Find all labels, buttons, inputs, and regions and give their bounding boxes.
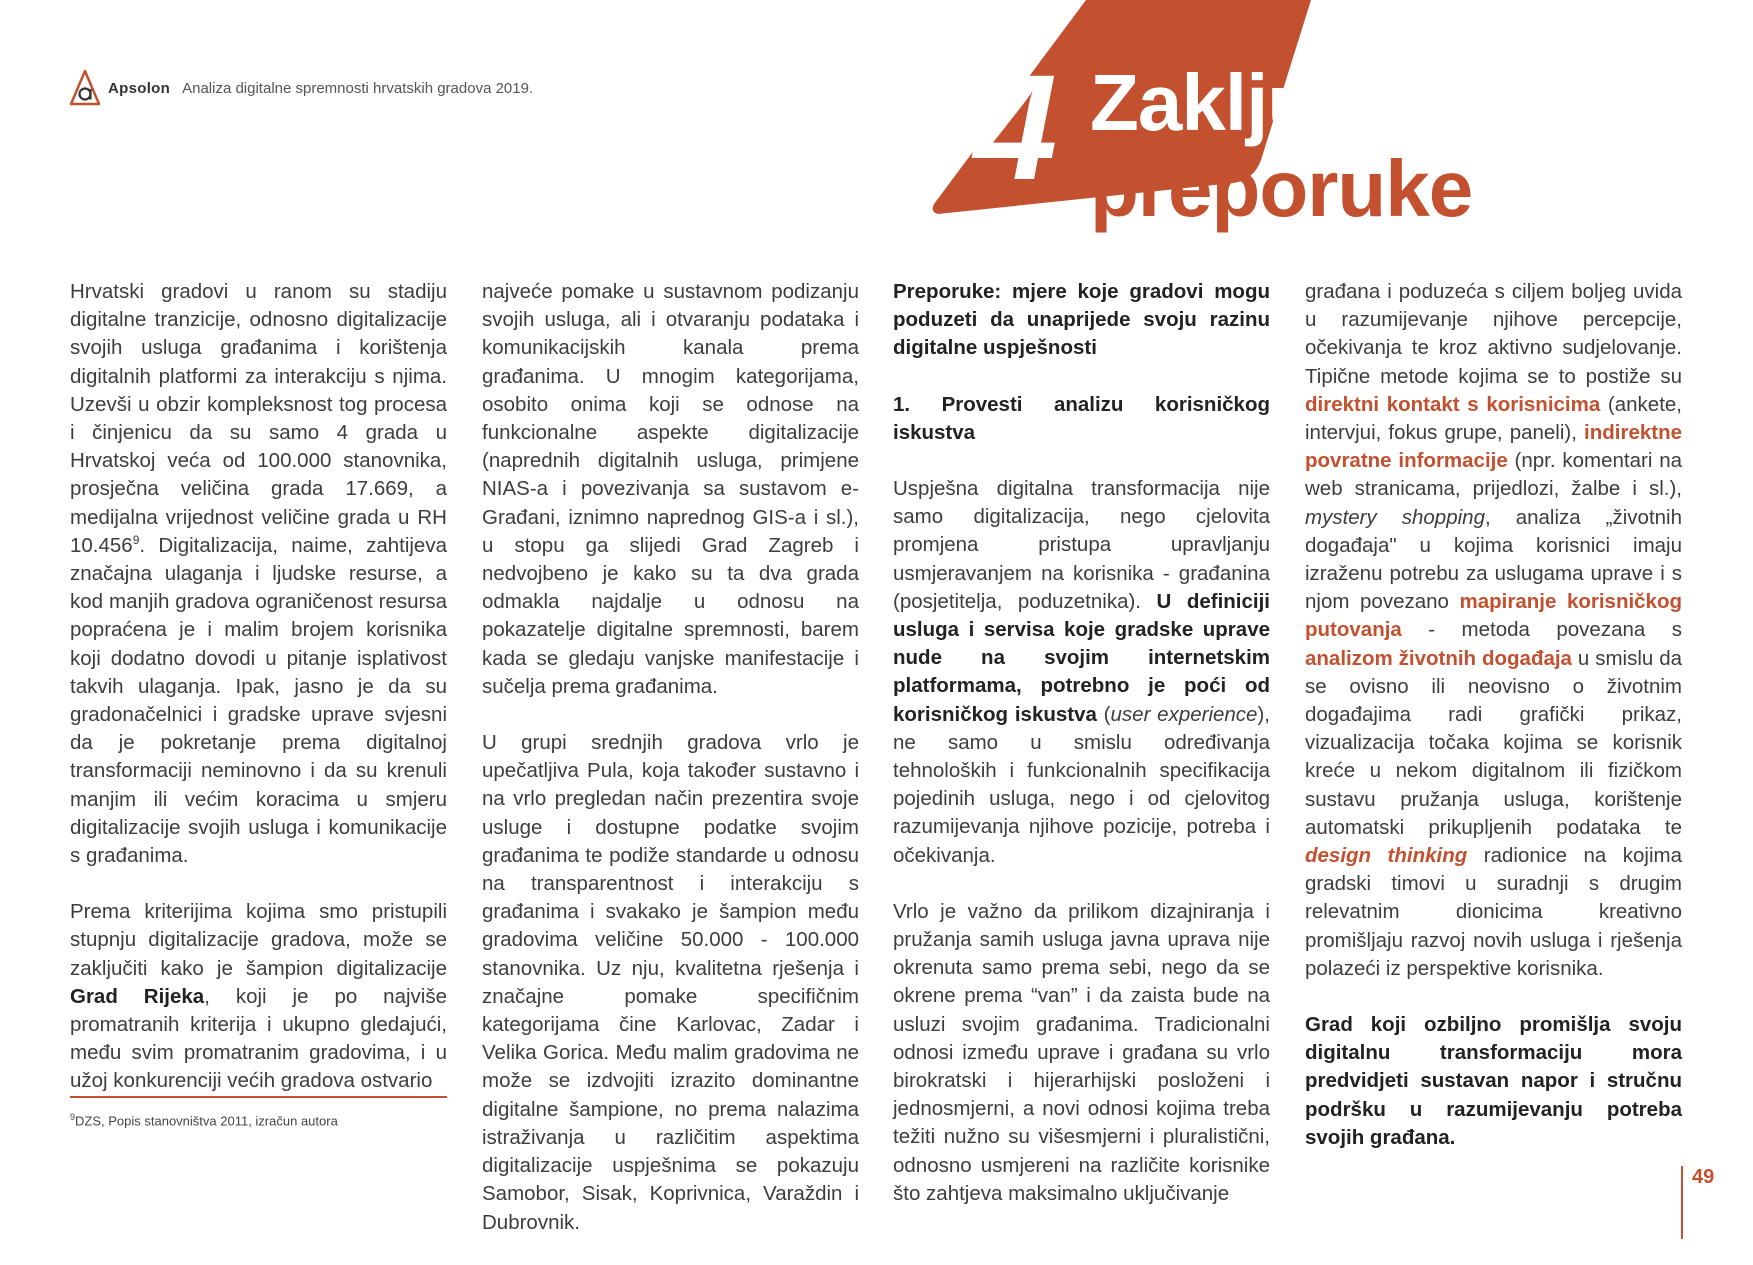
chapter-number: 4 — [974, 43, 1054, 211]
highlight-city: Grad Rijeka — [70, 984, 205, 1008]
text-column-4 — [1305, 278, 1682, 1180]
brand-header — [68, 68, 533, 108]
highlight-text: design thinking — [1305, 844, 1468, 868]
footnote-divider — [70, 1096, 447, 1098]
text: Prema kriterijima kojima smo pristupili stupnju digitalizacije gradova, može se zaključiti kako je šampion digitalizacije — [70, 900, 447, 980]
italic-text: user experience — [1110, 702, 1258, 726]
text: ), ne samo u smislu određivanja tehnoloških i funkcionalnih specifikacija pojedinih usluga, nego i od cjelovitog razumijevanja njihove pozicije, potreba i očekivanja. — [893, 702, 1270, 867]
footnote-number: 9 — [70, 1112, 76, 1122]
highlight-text: mapiranje korisničkog putovanja — [1305, 590, 1683, 642]
paragraph — [1305, 278, 1682, 983]
highlight-text: indirektne povratne informacije — [1305, 421, 1682, 473]
text-column-3 — [893, 278, 1270, 1236]
highlight-text: analizom životnih događaja — [1305, 646, 1572, 670]
highlight-text: direktni kontakt s korisnicima — [1305, 392, 1601, 416]
page-number-divider — [1681, 1166, 1683, 1239]
page-number: 49 — [1692, 1166, 1715, 1188]
text: - metoda povezana s — [1401, 618, 1682, 642]
italic-text: mystery shopping — [1305, 505, 1485, 529]
apsolon-logo-icon — [68, 68, 102, 108]
text: (npr. komentari na web stranicama, prijedlozi, žalbe i sl.), — [1305, 449, 1682, 501]
paragraph — [893, 475, 1270, 870]
conclusion-paragraph: Grad koji ozbiljno promišlja svoju digitalnu transformaciju mora predvidjeti sustavan napor i stručnu podršku u razumijevanju potreba svojih građana. — [1305, 1013, 1682, 1149]
section-heading: 1. Provesti analizu korisničkog iskustva — [893, 392, 1270, 444]
text: , koji je po najviše promatranih kriterija i ukupno gledajući, među svim promatranim gradovima, i u užoj konkurenciji većih gradova ostvario — [70, 984, 447, 1093]
text: , analiza „životnih događaja" u kojima korisnici imaju izraženu potrebu za uslugama uprave i s njom povezano — [1305, 505, 1682, 614]
text: radionice na kojima gradski timovi u suradnji s drugim relevatnim dionicima kreativno promišljaju razvoj novih usluga i rješenja polazeći iz perspektive korisnika. — [1305, 844, 1683, 980]
text: Hrvatski gradovi u ranom su stadiju digitalne tranzicije, odnosno digitalizacije svojih usluga građanima i korištenja digitalnih platformi za interakciju s njima. Uzevši u obzir kompleksnost tog procesa i činjenicu da su samo 4 grada u Hrvatskoj veća od 100.000 stanovnika, prosječna veličina grada 17.669, a medijalna vrijednost veličine grada u RH 10.456 — [70, 280, 447, 557]
brand-name: Apsolon — [108, 79, 171, 97]
paragraph — [70, 278, 447, 870]
footnote-text: DZS, Popis stanovništva 2011, izračun autora — [75, 1113, 338, 1129]
footnote — [70, 1112, 338, 1128]
text: . Digitalizacija, naime, zahtijeva značajna ulaganja i ljudske resurse, a kod manjih gradova ograničenost resursa popraćena je i malim brojem korisnika koji dodatno dovodi u pitanje isplativost takvih ulaganja. Ipak, jasno je da su gradonačelnici i gradske uprave svjesni da je pokretanje prema digitalnoj transformaciji neminovno i da su krenuli manjim ili većim koracima u smjeru digitalizacije svojih usluga i komunikacije s građanima. — [70, 533, 447, 868]
chapter-title-line1: Zaključci i — [1090, 58, 1466, 147]
text: Uspješna digitalna transformacija nije samo digitalizacija, nego cjelovita promjena pristupa upravljanju usmjeravanjem na korisnika - građanina (posjetitelja, poduzetnika). — [893, 477, 1270, 613]
text: ( — [1096, 702, 1111, 726]
paragraph: U grupi srednjih gradova vrlo je upečatljiva Pula, koja također sustavno i na vrlo pregledan način prezentira svoje usluge i dostupne podatke svojim građanima te podiže standarde u odnosu na transparentnost i interakciju s građanima i svakako je šampion među gradovima veličine 50.000 - 100.000 stanovnika. Uz nju, kvalitetna rješenja i značajne pomake specifičnim kategorijama čine Karlovac, Zadar i Velika Gorica. Među malim gradovima ne može se izdvojiti izrazito dominantne digitalne šampione, no prema nalazima istraživanja u različitim aspektima digitalizacije uspješnima se pokazuju Samobor, Sisak, Koprivnica, Varaždin i Dubrovnik. — [482, 731, 859, 1234]
text: građana i poduzeća s ciljem boljeg uvida u razumijevanje njihove percepcije, očekivanja te kroz aktivno sudjelovanje. Tipične metode kojima se to postiže su — [1305, 280, 1682, 388]
paragraph — [70, 898, 447, 1095]
text-column-1 — [70, 278, 447, 1124]
paragraph: najveće pomake u sustavnom podizanju svojih usluga, ali i otvaranju podataka i komunikacijskih kanala prema građanima. U mnogim kategorijama, osobito onima koji se odnose na funkcionalne aspekte digitalizacije (naprednih digitalnih usluga, primjene NIAS-a i povezivanja sa sustavom e-Građani, iznimno naprednog GIS-a i sl.), u stopu ga slijedi Grad Zagreb i nedvojbeno je kako su ta dva grada odmakla najdalje u odnosu na pokazatelje digitalne spremnosti, barem kada se gledaju vanjske manifestacije i sučelja prema građanima. — [482, 280, 859, 698]
chapter-heading — [930, 0, 1550, 250]
text-column-2 — [482, 278, 859, 1265]
report-title: Analiza digitalne spremnosti hrvatskih gradova 2019. — [182, 79, 534, 97]
chapter-title-line2: preporuke — [1090, 144, 1473, 234]
chapter-title — [1090, 60, 1472, 233]
text: u smislu da se ovisno ili neovisno o životnim događajima radi grafički prikaz, vizualizacija točaka kojima se korisnik kreće u nekom digitalnom ili fizičkom sustavu pružanja usluga, korištenje automatski prikupljenih podataka te — [1305, 646, 1682, 839]
recommendations-heading: Preporuke: mjere koje gradovi mogu poduzeti da unaprijede svoju razinu digitalne uspješnosti — [893, 280, 1270, 360]
bold-text: U definiciji usluga i servisa koje gradske uprave nude na svojim internetskim platformama, potrebno je poći od korisničkog iskustva — [893, 589, 1270, 726]
text: (ankete, intervjui, fokus grupe, paneli), — [1305, 392, 1682, 445]
paragraph: Vrlo je važno da prilikom dizajniranja i pružanja samih usluga javna uprava nije okrenuta samo prema sebi, nego da se okrene prema “van” i da zaista bude na usluzi svojim građanima. Tradicionalni odnosi između uprave i građana su vrlo birokratski i hijerarhijski posloženi i jednosmjerni, a novi odnosi kojima treba težiti nužno su višesmjerni i pluralistični, odnosno usmjereni na različite korisnike što zahtjeva maksimalno uključivanje — [893, 899, 1270, 1205]
footnote-ref[interactable]: 9 — [132, 533, 140, 547]
